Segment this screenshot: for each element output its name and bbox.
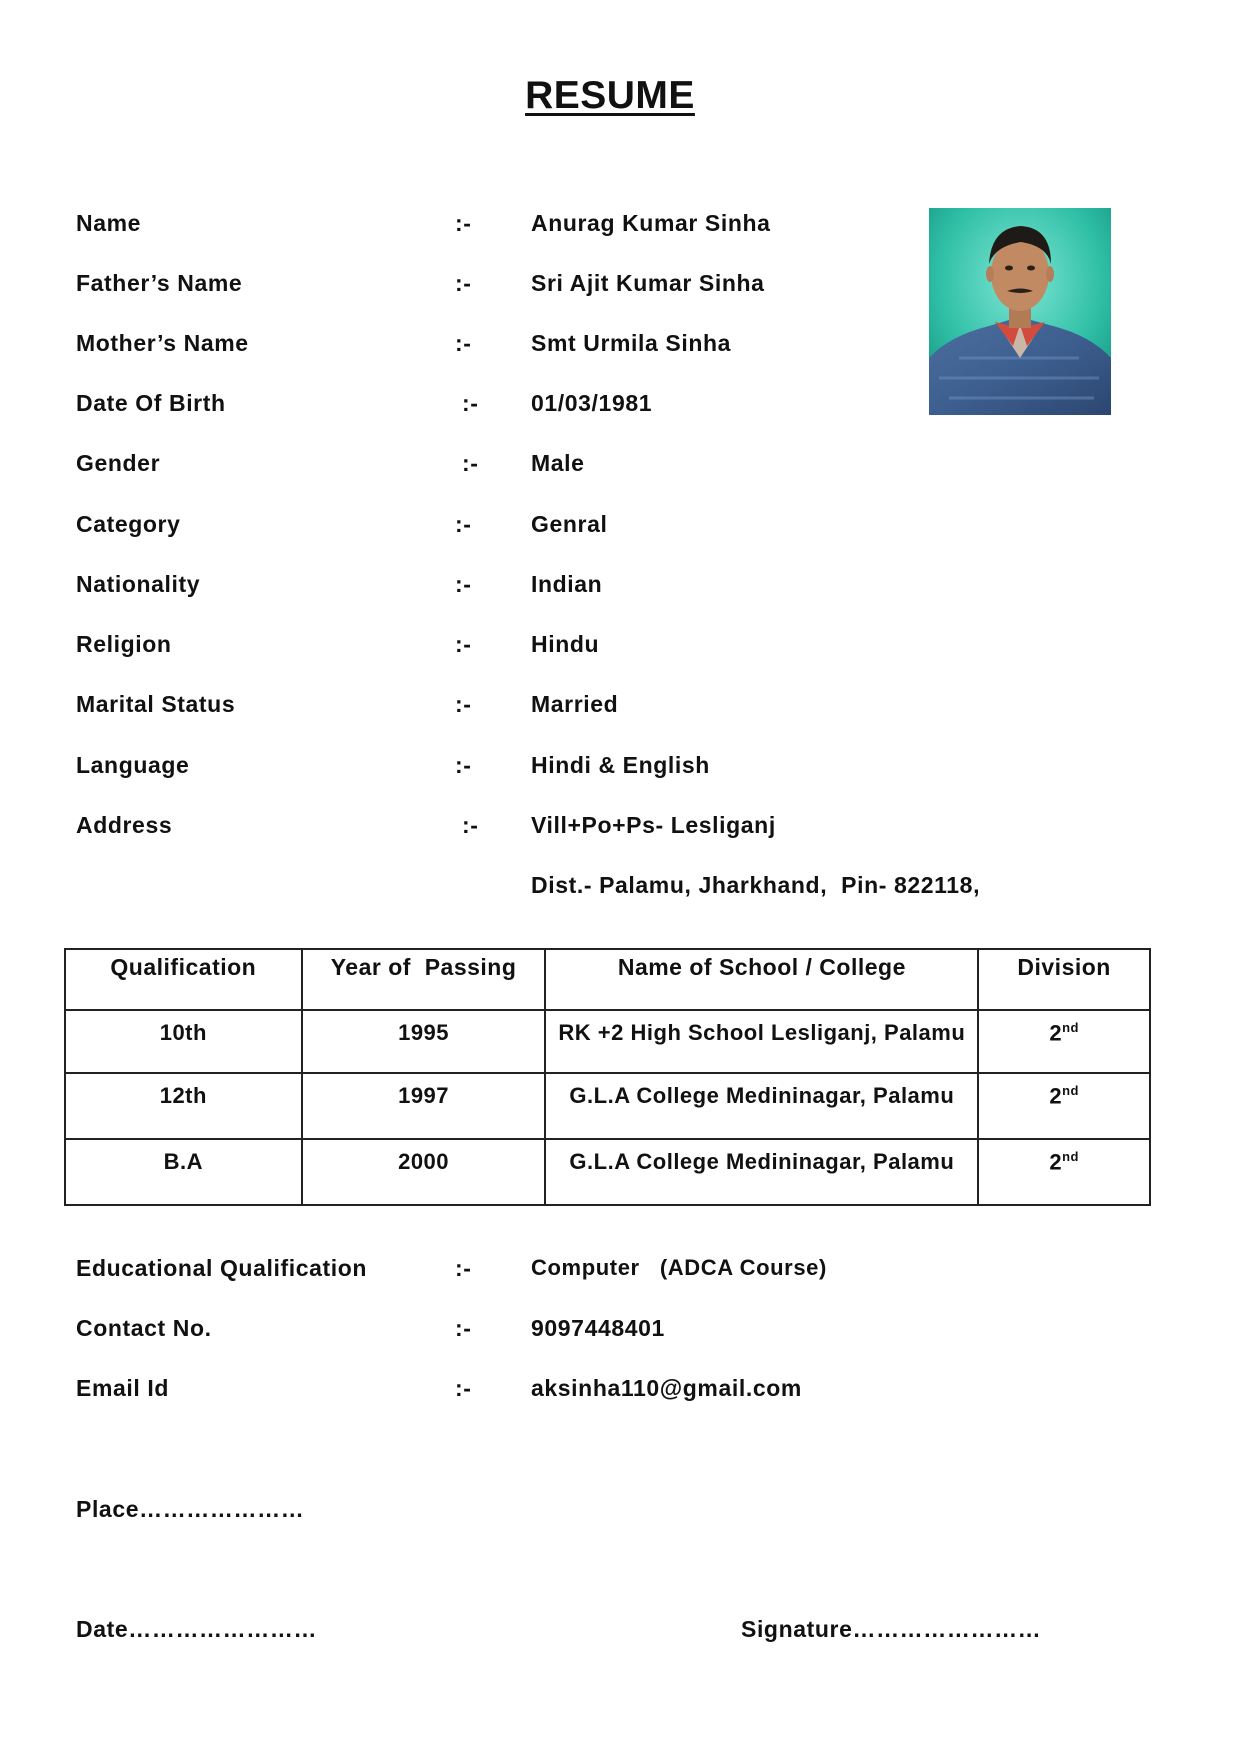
cell-qualification: 12th — [65, 1073, 302, 1139]
place-line: Place………………… — [76, 1496, 305, 1522]
field-separator: :- — [455, 752, 472, 778]
field-separator: :- — [455, 270, 472, 296]
field-value: Indian — [531, 571, 603, 597]
field-separator: :- — [455, 1255, 472, 1281]
field-separator: :- — [462, 390, 479, 416]
cell-school: G.L.A College Medininagar, Palamu — [545, 1073, 978, 1139]
field-label: Religion — [76, 631, 172, 657]
division-suffix: nd — [1062, 1083, 1079, 1098]
field-value: Hindu — [531, 631, 600, 657]
field-language — [0, 752, 1240, 786]
column-header-school: Name of School / College — [545, 949, 978, 1010]
field-value: Dist.- Palamu, Jharkhand, Pin- 822118, — [531, 872, 981, 898]
field-label: Language — [76, 752, 190, 778]
field-label: Father’s Name — [76, 270, 243, 296]
field-value: Smt Urmila Sinha — [531, 330, 732, 356]
field-address-line-2 — [0, 872, 1240, 906]
cell-qualification: 10th — [65, 1010, 302, 1073]
cell-school: RK +2 High School Lesliganj, Palamu — [545, 1010, 978, 1073]
column-header-qualification: Qualification — [65, 949, 302, 1010]
field-address — [0, 812, 1240, 846]
field-separator: :- — [455, 511, 472, 537]
field-email — [0, 1375, 1240, 1409]
field-label: Date Of Birth — [76, 390, 226, 416]
cell-year: 2000 — [302, 1139, 546, 1205]
field-label: Category — [76, 511, 181, 537]
cell-division — [978, 1010, 1150, 1073]
field-separator: :- — [455, 1375, 472, 1401]
page-title: RESUME — [525, 74, 695, 117]
field-label: Email Id — [76, 1375, 169, 1401]
field-separator: :- — [455, 691, 472, 717]
field-separator: :- — [462, 450, 479, 476]
field-contact-number — [0, 1315, 1240, 1349]
field-category — [0, 511, 1240, 545]
field-religion — [0, 631, 1240, 665]
column-header-year: Year of Passing — [302, 949, 546, 1010]
field-separator: :- — [455, 571, 472, 597]
field-label: Educational Qualification — [76, 1255, 368, 1281]
cell-division — [978, 1139, 1150, 1205]
field-mothers-name — [0, 330, 1240, 364]
field-date-of-birth — [0, 390, 1240, 424]
table-header-row — [65, 949, 1150, 1010]
field-label: Nationality — [76, 571, 201, 597]
division-number: 2 — [1049, 1083, 1063, 1109]
field-label: Marital Status — [76, 691, 236, 717]
field-value: Male — [531, 450, 585, 476]
field-value: 9097448401 — [531, 1315, 665, 1341]
field-separator: :- — [455, 210, 472, 236]
date-line: Date…………………… — [76, 1616, 318, 1642]
field-value: 01/03/1981 — [531, 390, 653, 416]
field-fathers-name — [0, 270, 1240, 304]
field-label: Name — [76, 210, 142, 236]
division-suffix: nd — [1062, 1020, 1079, 1035]
field-educational-qualification — [0, 1255, 1240, 1289]
table-row — [65, 1073, 1150, 1139]
field-value: Computer (ADCA Course) — [531, 1255, 827, 1280]
cell-qualification: B.A — [65, 1139, 302, 1205]
field-value: Hindi & English — [531, 752, 710, 778]
signature-line: Signature…………………… — [741, 1616, 1042, 1642]
field-gender — [0, 450, 1240, 484]
field-value: Married — [531, 691, 619, 717]
field-value: Anurag Kumar Sinha — [531, 210, 771, 236]
column-header-division: Division — [978, 949, 1150, 1010]
field-nationality — [0, 571, 1240, 605]
field-separator: :- — [455, 1315, 472, 1341]
field-value: Genral — [531, 511, 608, 537]
field-separator: :- — [455, 631, 472, 657]
field-value: Vill+Po+Ps- Lesliganj — [531, 812, 776, 838]
field-label: Address — [76, 812, 173, 838]
qualifications-table — [64, 948, 1151, 1206]
field-name — [0, 210, 1240, 244]
field-separator: :- — [455, 330, 472, 356]
division-number: 2 — [1049, 1149, 1063, 1175]
division-number: 2 — [1049, 1020, 1063, 1046]
table-row — [65, 1139, 1150, 1205]
cell-school: G.L.A College Medininagar, Palamu — [545, 1139, 978, 1205]
field-label: Contact No. — [76, 1315, 212, 1341]
cell-division — [978, 1073, 1150, 1139]
table-row — [65, 1010, 1150, 1073]
field-separator: :- — [462, 812, 479, 838]
field-value: aksinha110@gmail.com — [531, 1375, 802, 1401]
field-label: Mother’s Name — [76, 330, 249, 356]
division-suffix: nd — [1062, 1149, 1079, 1164]
field-marital-status — [0, 691, 1240, 725]
cell-year: 1997 — [302, 1073, 546, 1139]
field-value: Sri Ajit Kumar Sinha — [531, 270, 765, 296]
field-label: Gender — [76, 450, 161, 476]
cell-year: 1995 — [302, 1010, 546, 1073]
